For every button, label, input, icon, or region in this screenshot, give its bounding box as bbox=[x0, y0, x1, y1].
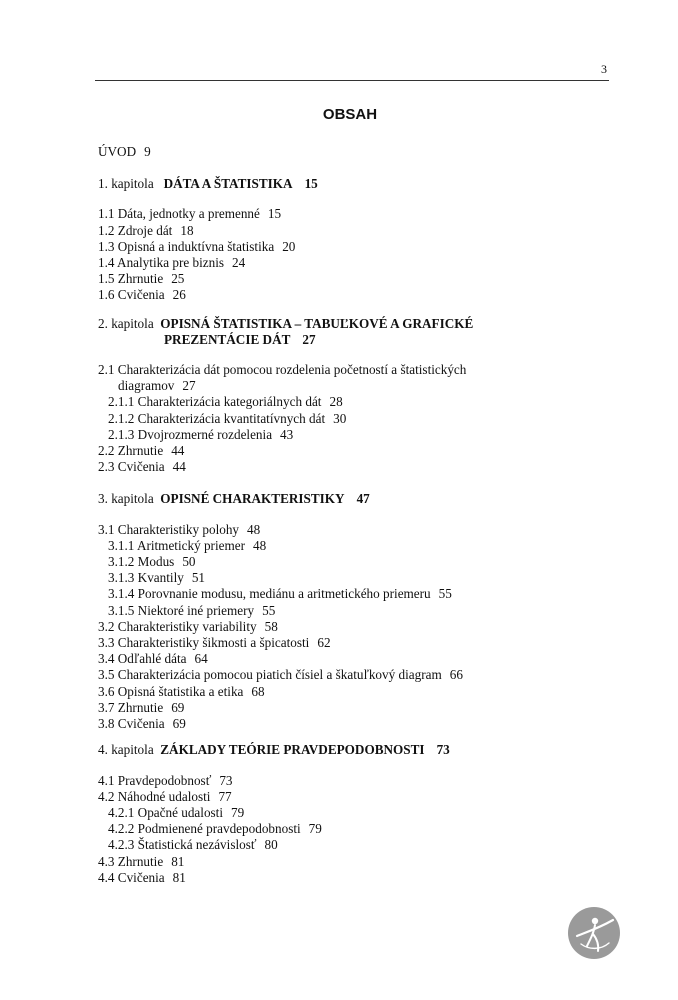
toc-intro-page: 9 bbox=[144, 144, 151, 159]
toc-entry-text: 3.1.3 Kvantily bbox=[108, 570, 184, 586]
toc-entry[interactable] bbox=[98, 773, 618, 789]
toc-intro-label: ÚVOD bbox=[98, 144, 137, 159]
toc-entry-page: 69 bbox=[171, 699, 185, 715]
page-title: OBSAH bbox=[322, 106, 378, 123]
toc-subentry[interactable] bbox=[98, 837, 618, 853]
chapter-title: DÁTA A ŠTATISTIKA bbox=[163, 176, 293, 192]
toc-entry[interactable] bbox=[98, 223, 618, 239]
chapter-title: OPISNÁ ŠTATISTIKA – TABUĽKOVÉ A GRAFICKÉ bbox=[160, 315, 474, 331]
toc-subentry[interactable] bbox=[98, 538, 618, 554]
toc-entry-page: 69 bbox=[172, 716, 186, 732]
toc-entry[interactable] bbox=[98, 443, 618, 459]
toc-entry-text: 3.8 Cvičenia bbox=[98, 716, 165, 732]
toc-entry-page: 30 bbox=[333, 410, 347, 426]
toc-entry[interactable] bbox=[98, 271, 618, 287]
toc-entry-page: 20 bbox=[282, 238, 296, 254]
toc-entry-page: 55 bbox=[438, 586, 452, 602]
toc-entry-text: 3.3 Charakteristiky šikmosti a špicatosti bbox=[98, 635, 310, 651]
toc-entry-page: 15 bbox=[267, 206, 282, 222]
toc-entry-page: 26 bbox=[172, 287, 186, 303]
toc-entry-text: 3.4 Odľahlé dáta bbox=[98, 651, 187, 667]
toc-entry-text: 4.2.1 Opačné udalosti bbox=[108, 804, 223, 820]
toc-entry-page: 28 bbox=[329, 394, 343, 410]
toc-entry[interactable] bbox=[98, 239, 618, 255]
toc-entry-text: 1.3 Opisná a induktívna štatistika bbox=[98, 238, 275, 254]
toc-entry-page: 55 bbox=[262, 602, 276, 618]
toc-entry[interactable] bbox=[98, 522, 618, 538]
toc-entry-text: 3.7 Zhrnutie bbox=[98, 699, 164, 715]
toc-entry-text: diagramov bbox=[118, 378, 175, 394]
toc-entry-text: 3.1.4 Porovnanie modusu, mediánu a aritmetického priemeru bbox=[108, 586, 431, 602]
toc-entry-page: 81 bbox=[171, 853, 185, 869]
toc-entry-text: 3.1.5 Niektoré iné priemery bbox=[108, 602, 255, 618]
toc-entry-text: 4.1 Pravdepodobnosť bbox=[98, 772, 212, 788]
toc-entry[interactable] bbox=[98, 789, 618, 805]
chapter-prefix: 4. kapitola bbox=[98, 742, 154, 758]
toc-entry-text: 2.1.1 Charakterizácia kategoriálnych dát bbox=[108, 394, 322, 410]
chapter-heading-continued[interactable] bbox=[98, 332, 618, 348]
toc-entry-text: 4.2 Náhodné udalosti bbox=[98, 788, 211, 804]
toc-entry-page: 64 bbox=[194, 651, 208, 667]
toc-entry-page: 24 bbox=[232, 255, 246, 271]
toc-entry-page: 68 bbox=[251, 683, 265, 699]
toc-entry[interactable] bbox=[98, 651, 618, 667]
publisher-logo-icon bbox=[567, 906, 621, 960]
toc-entry-text: 3.1.1 Aritmetický priemer bbox=[108, 537, 245, 553]
chapter-page: 47 bbox=[356, 491, 370, 507]
chapter-page: 73 bbox=[436, 742, 450, 758]
toc-subentry[interactable] bbox=[98, 805, 618, 821]
chapter-title: OPISNÉ CHARAKTERISTIKY bbox=[160, 491, 345, 507]
toc-entry-page: 48 bbox=[252, 537, 267, 553]
toc-subentry[interactable] bbox=[98, 570, 618, 586]
toc-entry-page: 73 bbox=[219, 772, 233, 788]
chapter-heading[interactable] bbox=[98, 176, 618, 192]
toc-entry[interactable] bbox=[98, 206, 618, 222]
toc-entry-text: 1.4 Analytika pre biznis bbox=[98, 255, 224, 271]
toc-entry[interactable] bbox=[98, 716, 618, 732]
toc-entry-text: 1.1 Dáta, jednotky a premenné bbox=[98, 206, 260, 222]
chapter-page: 27 bbox=[302, 331, 316, 347]
toc-entry[interactable] bbox=[98, 459, 618, 475]
toc-entry-text: 3.6 Opisná štatistika a etika bbox=[98, 683, 244, 699]
chapter-heading[interactable] bbox=[98, 742, 618, 758]
toc-subentry[interactable] bbox=[98, 603, 618, 619]
toc-entry-page: 66 bbox=[449, 667, 463, 683]
toc-entry-page: 25 bbox=[171, 271, 185, 287]
toc-entry-text: 2.2 Zhrnutie bbox=[98, 443, 164, 459]
toc-intro[interactable] bbox=[98, 144, 618, 160]
chapter-heading[interactable] bbox=[98, 316, 618, 332]
toc-entry-page: 27 bbox=[182, 378, 196, 394]
table-of-contents bbox=[98, 144, 618, 886]
toc-entry-page: 43 bbox=[280, 426, 294, 442]
toc-entry-page: 79 bbox=[308, 821, 322, 837]
toc-entry[interactable] bbox=[98, 635, 618, 651]
toc-entry-text: 1.6 Cvičenia bbox=[98, 287, 165, 303]
toc-entry-page: 48 bbox=[247, 521, 261, 537]
toc-subentry[interactable] bbox=[98, 394, 618, 410]
chapter-prefix: 1. kapitola bbox=[98, 176, 154, 192]
toc-entry-text: 4.2.3 Štatistická nezávislosť bbox=[108, 837, 257, 853]
header-rule bbox=[95, 80, 609, 81]
toc-subentry[interactable] bbox=[98, 821, 618, 837]
toc-entry-text: 2.1.2 Charakterizácia kvantitatívnych dát bbox=[108, 410, 326, 426]
toc-entry-text: 3.1.2 Modus bbox=[108, 554, 175, 570]
chapter-title-line-2: PREZENTÁCIE DÁT bbox=[164, 331, 291, 347]
toc-subentry[interactable] bbox=[98, 586, 618, 602]
toc-entry[interactable] bbox=[98, 255, 618, 271]
toc-entry-text: 2.1.3 Dvojrozmerné rozdelenia bbox=[108, 426, 273, 442]
toc-entry-page: 18 bbox=[180, 222, 194, 238]
toc-entry-page: 81 bbox=[172, 869, 186, 885]
toc-entry-text: 3.1 Charakteristiky polohy bbox=[98, 521, 240, 537]
chapter-page: 15 bbox=[304, 176, 318, 192]
toc-entry-text: 4.3 Zhrnutie bbox=[98, 853, 164, 869]
toc-entry-continued[interactable] bbox=[98, 378, 618, 394]
toc-entry-page: 44 bbox=[172, 459, 186, 475]
toc-entry-text: 4.4 Cvičenia bbox=[98, 869, 165, 885]
toc-entry-page: 58 bbox=[264, 618, 278, 634]
toc-entry-page: 79 bbox=[231, 804, 245, 820]
chapter-prefix: 3. kapitola bbox=[98, 491, 154, 507]
toc-entry-text: 1.2 Zdroje dát bbox=[98, 222, 173, 238]
toc-entry[interactable] bbox=[98, 684, 618, 700]
toc-entry-text: 1.5 Zhrnutie bbox=[98, 271, 164, 287]
toc-entry[interactable] bbox=[98, 619, 618, 635]
toc-entry[interactable] bbox=[98, 870, 618, 886]
toc-entry[interactable] bbox=[98, 667, 618, 683]
chapter-heading[interactable] bbox=[98, 491, 618, 507]
toc-entry[interactable] bbox=[98, 287, 618, 303]
toc-entry-text: 2.1 Charakterizácia dát pomocou rozdelenia početností a štatistických bbox=[98, 362, 467, 378]
toc-entry-text: 4.2.2 Podmienené pravdepodobnosti bbox=[108, 821, 301, 837]
toc-entry-page: 77 bbox=[218, 788, 232, 804]
toc-entry[interactable] bbox=[98, 854, 618, 870]
chapter-prefix: 2. kapitola bbox=[98, 315, 154, 331]
toc-entry-page: 44 bbox=[171, 443, 185, 459]
toc-entry[interactable] bbox=[98, 700, 618, 716]
toc-entry-page: 80 bbox=[264, 837, 278, 853]
page-number: 3 bbox=[601, 62, 607, 76]
toc-subentry[interactable] bbox=[98, 427, 618, 443]
chapter-title: ZÁKLADY TEÓRIE PRAVDEPODOBNOSTI bbox=[160, 742, 425, 758]
toc-entry-page: 50 bbox=[182, 554, 196, 570]
toc-subentry[interactable] bbox=[98, 411, 618, 427]
toc-entry-text: 3.5 Charakterizácia pomocou piatich čísiel a škatuľkový diagram bbox=[98, 667, 442, 683]
toc-entry-text: 2.3 Cvičenia bbox=[98, 459, 165, 475]
toc-entry-page: 51 bbox=[191, 570, 206, 586]
toc-entry-page: 62 bbox=[317, 635, 331, 651]
toc-subentry[interactable] bbox=[98, 554, 618, 570]
toc-entry-text: 3.2 Charakteristiky variability bbox=[98, 618, 257, 634]
toc-entry[interactable] bbox=[98, 362, 618, 378]
